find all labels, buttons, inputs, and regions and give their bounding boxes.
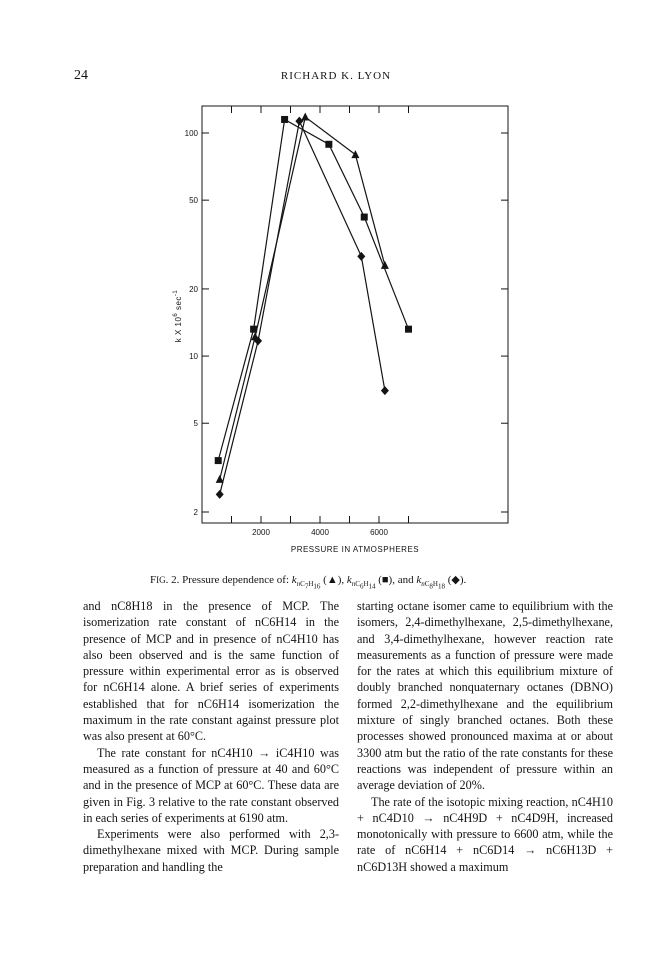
data-point-diamond [295,117,303,126]
x-tick-label: 6000 [370,528,388,537]
left-paragraph-1: and nC8H18 in the presence of MCP. The isomerization rate constant of nC6H14 in the presence of MCP and in presence of nC4H10 has also been observed and is the same function of pressure within experimental error as is observed for nC6H14 alone. A brief series of experiments established that for nC6H14 isomerization the maximum in the rate constant against pressure plot was also present at 60°C. [83,599,339,744]
y-axis-title [173,290,183,343]
data-point-square [361,214,368,221]
data-point-diamond [357,252,365,261]
y-tick-label: 100 [184,129,198,138]
svg-text:k X 106 sec-1 [173,290,183,343]
data-point-triangle [351,150,359,158]
data-point-square [250,326,257,333]
data-point-triangle [301,112,309,120]
x-tick-label: 2000 [252,528,270,537]
y-axis-title-unit-exp: -1 [173,289,179,297]
left-paragraph-2: The rate constant for nC4H10 → iC4H10 was measured as a function of pressure at 40 and 60°C and in the presence of MCP at 60°C. These data are given in Fig. 3 relative to the rate constant observed in each series of experiments at 6190 atm. [83,745,339,825]
data-point-diamond [216,490,224,499]
x-tick-label: 4000 [311,528,329,537]
caption-rendered: FIG. 2. Pressure dependence of: $k_{nC_7H_{16}}$ (▲), $k_{nC_6H_{14}}$ (■), and $k_{nC_8H_{18}}$ (◆). [150,574,467,591]
right-paragraph-2: The rate of the isotopic mixing reaction, nC4H10 + nC4D10 → nC4H9D + nC4D9H, increased monotonically with pressure to 6600 atm, while the rate of nC6H14 + nC6D14 → nC6H13D + nC6D13H showed a maximum [357,794,613,874]
data-point-square [405,326,412,333]
series-line-diamond [220,121,385,494]
y-tick-label: 5 [193,419,198,429]
y-tick-label: 10 [189,352,198,362]
figure-caption [150,573,550,591]
data-point-diamond [381,386,389,395]
data-point-square [325,141,332,148]
series-line-square [218,120,408,461]
page-number: 24 [74,68,88,83]
data-point-square [281,116,288,123]
y-axis-title-k: k X 10 [174,316,183,343]
y-axis-title-unit: sec [174,296,183,313]
plot-frame [202,106,508,523]
running-head: RICHARD K. LYON [280,70,392,82]
x-axis-title: PRESSURE IN ATMOSPHERES [290,545,420,554]
right-paragraph-1: starting octane isomer came to equilibrium with the isomers, 2,4-dimethylhexane, 2,5-dimethylhexane, and 3,4-dimethylhexane, however reaction rate measurements as a function of pressure were made for the rates at which this equilibrium mixture of doubly branched nonquaternary octanes (DBNO) formed 2,2-dimethylhexane and the equilibrium mixture of singly branched octanes. Both these processes showed pronounced maxima at or about 3300 atm but the ratio of the rate constants for these reactions was independent of pressure within an average deviation of 20%. [357,599,613,793]
y-tick-label: 50 [189,196,198,206]
body-left-column [83,598,339,875]
y-axis-ticks [185,129,508,517]
data-point-square [215,457,222,464]
series-line-triangle [220,117,385,479]
series-layer [215,112,412,498]
body-right-column [357,598,613,875]
left-paragraph-3: Experiments were also performed with 2,3-dimethylhexane mixed with MCP. During sample preparation and handling the [83,827,339,874]
y-tick-label: 2 [193,508,198,517]
y-axis-title-exp: 6 [173,312,179,317]
y-tick-label: 20 [189,284,198,294]
